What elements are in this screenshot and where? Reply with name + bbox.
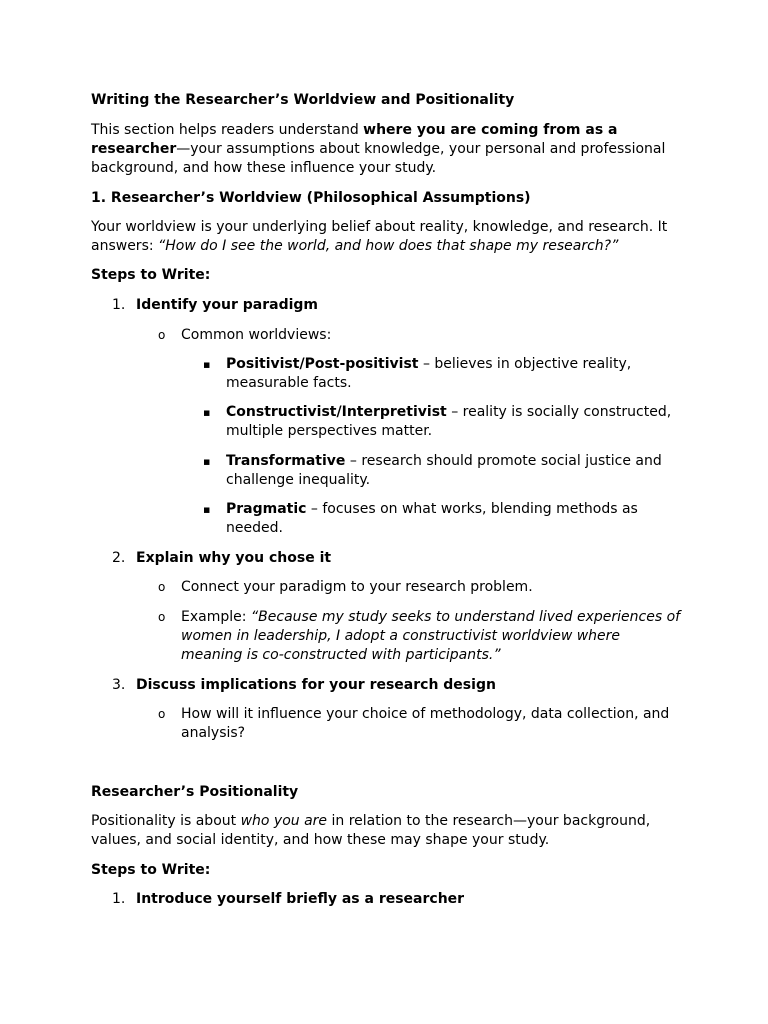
worldview-desc: – research should promote social justice and [345,453,662,469]
square-bullet-icon: ▪ [203,503,211,516]
worldview-desc: – believes in objective reality, [418,356,632,372]
square-bullet-icon: ▪ [203,455,211,468]
step-number: 2. [112,550,126,566]
worldview-paragraph-line-2 [91,237,618,256]
intro-text-2: —your assumptions about knowledge, your personal and professional [176,141,666,157]
worldview-name: Positivist/Post-positivist [226,356,419,372]
circle-bullet-icon: o [158,328,166,342]
step-number: 3. [112,677,126,693]
square-bullet-icon: ▪ [203,358,211,371]
intro-line-2 [91,140,665,159]
worldview-item-line-2: multiple perspectives matter. [226,423,433,439]
intro-line-3: background, and how these influence your study. [91,160,437,176]
positionality-text-2: in relation to the research—your background, [327,813,651,829]
common-worldviews-item: Common worldviews: [181,327,332,343]
worldview-item-line-1 [226,403,671,422]
document-title: Writing the Researcher’s Worldview and Positionality [91,92,515,108]
section-heading-worldview: 1. Researcher’s Worldview (Philosophical Assumptions) [91,190,531,206]
positionality-paragraph-line-1 [91,812,650,831]
worldview-desc: – reality is socially constructed, [446,404,672,420]
example-label: Example: [181,609,251,625]
step-label-explain-choice: Explain why you chose it [136,550,332,566]
intro-bold-text-2: researcher [91,141,177,157]
intro-line-1 [91,121,617,140]
example-line-1 [181,608,680,627]
worldview-question-quote: “How do I see the world, and how does that shape my research?” [158,238,619,254]
example-line-3 [181,646,501,665]
worldview-item-line-1 [226,355,631,374]
positionality-text: Positionality is about [91,813,241,829]
worldview-name: Pragmatic [226,501,307,517]
connect-paradigm-item: Connect your paradigm to your research problem. [181,579,533,595]
step-number: 1. [112,297,126,313]
positionality-italic: who you are [240,813,328,829]
steps-heading-positionality: Steps to Write: [91,862,211,878]
example-quote: meaning is co-constructed with participants.” [181,647,501,663]
step-label-discuss-implications: Discuss implications for your research design [136,677,496,693]
worldview-name: Constructivist/Interpretivist [226,404,447,420]
section-heading-positionality: Researcher’s Positionality [91,784,299,800]
worldview-desc: – focuses on what works, blending methods as [306,501,638,517]
square-bullet-icon: ▪ [203,406,211,419]
step-label-introduce-yourself: Introduce yourself briefly as a researcher [136,891,465,907]
step-number: 1. [112,891,126,907]
implications-line-1: How will it influence your choice of methodology, data collection, and [181,706,670,722]
worldview-item-line-2: challenge inequality. [226,472,371,488]
step-label-identify-paradigm: Identify your paradigm [136,297,319,313]
intro-text: This section helps readers understand [91,122,364,138]
worldview-item-line-1 [226,452,662,471]
worldview-paragraph-line-1: Your worldview is your underlying belief about reality, knowledge, and research. It [91,219,668,235]
example-quote: women in leadership, I adopt a constructivist worldview where [181,628,621,644]
circle-bullet-icon: o [158,707,166,721]
worldview-item-line-1 [226,500,638,519]
steps-heading-worldview: Steps to Write: [91,267,211,283]
implications-line-2: analysis? [181,725,246,741]
circle-bullet-icon: o [158,610,166,624]
answers-label: answers: [91,238,159,254]
circle-bullet-icon: o [158,580,166,594]
positionality-paragraph-line-2: values, and social identity, and how these may shape your study. [91,832,550,848]
worldview-name: Transformative [226,453,346,469]
worldview-item-line-2: needed. [226,520,283,536]
example-quote: “Because my study seeks to understand lived experiences of [250,609,681,625]
example-line-2 [181,627,620,646]
worldview-item-line-2: measurable facts. [226,375,352,391]
intro-bold-text: where you are coming from as a [363,122,618,138]
